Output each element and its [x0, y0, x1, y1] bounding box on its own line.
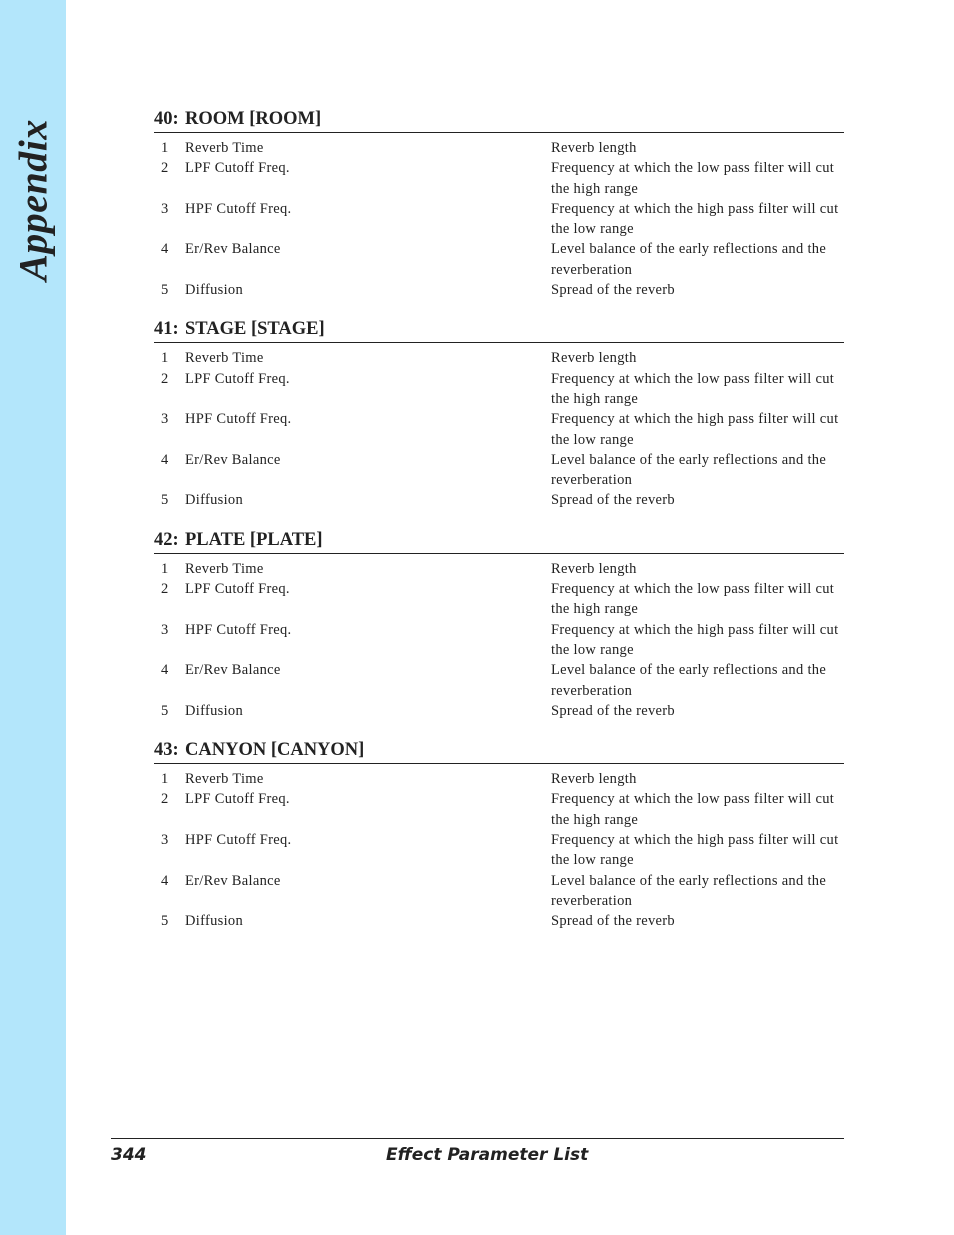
- param-row: [154, 559, 844, 579]
- param-description: Level balance of the early reflections and the reverberation: [551, 451, 827, 489]
- param-number: 3: [161, 832, 169, 849]
- param-name: Reverb Time: [185, 140, 264, 156]
- param-row: [154, 911, 844, 931]
- param-row: [154, 579, 844, 620]
- section-title: [154, 106, 844, 133]
- param-number: 4: [161, 872, 169, 889]
- section-number: 41:: [154, 319, 179, 340]
- param-number: 4: [161, 451, 169, 468]
- param-number: 1: [161, 140, 169, 156]
- param-description: Level balance of the early reflections and the reverberation: [551, 662, 827, 699]
- param-description: Reverb length: [551, 140, 637, 156]
- section-number: 43:: [154, 740, 179, 761]
- param-row: [154, 789, 844, 830]
- param-name: Diffusion: [185, 702, 244, 719]
- footer-title: Effect Parameter List: [386, 1145, 589, 1165]
- param-name: Diffusion: [185, 282, 244, 299]
- section-number: 42:: [154, 529, 179, 550]
- param-row: [154, 369, 844, 410]
- param-number: 2: [161, 791, 169, 808]
- param-name: Diffusion: [185, 492, 244, 509]
- param-row: [154, 490, 844, 510]
- section-name: PLATE [PLATE]: [185, 529, 323, 550]
- param-name: Er/Rev Balance: [185, 662, 281, 679]
- param-description: Frequency at which the low pass filter will cut the high range: [551, 581, 835, 618]
- param-description: Level balance of the early reflections and the reverberation: [551, 241, 827, 278]
- param-number: 2: [161, 581, 169, 598]
- param-number: 5: [161, 282, 169, 299]
- param-row: [154, 409, 844, 450]
- param-description: Spread of the reverb: [551, 913, 675, 930]
- param-description: Spread of the reverb: [551, 492, 675, 509]
- effect-section-canyon: [154, 737, 844, 931]
- param-name: Er/Rev Balance: [185, 451, 281, 468]
- param-description: Frequency at which the low pass filter will cut the high range: [551, 160, 835, 197]
- param-row: [154, 348, 844, 368]
- param-description: Frequency at which the high pass filter will cut the low range: [551, 621, 839, 658]
- section-name: ROOM [ROOM]: [185, 109, 322, 129]
- param-number: 1: [161, 771, 169, 788]
- param-row: [154, 701, 844, 721]
- param-name: Er/Rev Balance: [185, 241, 281, 258]
- param-name: HPF Cutoff Freq.: [185, 200, 292, 217]
- param-row: [154, 871, 844, 912]
- param-number: 3: [161, 411, 169, 428]
- param-name: LPF Cutoff Freq.: [185, 370, 290, 387]
- param-row: [154, 450, 844, 491]
- param-list: [154, 133, 844, 300]
- param-number: 1: [161, 560, 169, 577]
- param-number: 2: [161, 160, 169, 177]
- param-row: [154, 280, 844, 300]
- param-row: [154, 830, 844, 871]
- param-row: [154, 158, 844, 199]
- section-name: CANYON [CANYON]: [185, 740, 365, 761]
- param-name: Er/Rev Balance: [185, 872, 281, 889]
- param-list: [154, 554, 844, 721]
- section-title: [154, 527, 844, 554]
- param-number: 4: [161, 241, 169, 258]
- page-number: 344: [111, 1145, 147, 1165]
- param-name: LPF Cutoff Freq.: [185, 581, 290, 598]
- section-number: 40:: [154, 109, 179, 129]
- param-row: [154, 620, 844, 661]
- param-number: 5: [161, 492, 169, 509]
- sidebar-label: Appendix: [10, 119, 56, 281]
- param-name: LPF Cutoff Freq.: [185, 791, 290, 808]
- param-name: HPF Cutoff Freq.: [185, 411, 292, 428]
- param-row: [154, 239, 844, 280]
- param-name: HPF Cutoff Freq.: [185, 621, 292, 638]
- param-number: 4: [161, 662, 169, 679]
- effect-section-plate: [154, 527, 844, 721]
- param-number: 3: [161, 200, 169, 217]
- effect-parameter-content: [154, 106, 844, 948]
- param-description: Frequency at which the low pass filter will cut the high range: [551, 370, 835, 407]
- param-list: [154, 343, 844, 510]
- footer-divider: [111, 1138, 844, 1139]
- section-title: [154, 316, 844, 343]
- param-number: 1: [161, 350, 169, 367]
- param-description: Reverb length: [551, 350, 637, 367]
- param-number: 3: [161, 621, 169, 638]
- param-description: Spread of the reverb: [551, 282, 675, 299]
- param-row: [154, 660, 844, 701]
- param-description: Frequency at which the high pass filter will cut the low range: [551, 832, 839, 869]
- param-list: [154, 764, 844, 931]
- param-row: [154, 138, 844, 158]
- param-description: Frequency at which the low pass filter will cut the high range: [551, 791, 835, 828]
- section-title: [154, 737, 844, 764]
- param-name: HPF Cutoff Freq.: [185, 832, 292, 849]
- param-name: LPF Cutoff Freq.: [185, 160, 290, 177]
- param-name: Diffusion: [185, 913, 244, 930]
- param-number: 2: [161, 370, 169, 387]
- param-number: 5: [161, 913, 169, 930]
- param-description: Level balance of the early reflections and the reverberation: [551, 872, 827, 909]
- effect-section-room: [154, 106, 844, 300]
- param-name: Reverb Time: [185, 350, 264, 367]
- param-description: Reverb length: [551, 771, 637, 788]
- param-row: [154, 199, 844, 240]
- effect-section-stage: [154, 316, 844, 510]
- appendix-sidebar: [0, 0, 66, 1235]
- param-number: 5: [161, 702, 169, 719]
- param-name: Reverb Time: [185, 771, 264, 788]
- param-description: Spread of the reverb: [551, 702, 675, 719]
- param-row: [154, 769, 844, 789]
- section-name: STAGE [STAGE]: [185, 319, 325, 340]
- param-description: Reverb length: [551, 560, 637, 577]
- param-description: Frequency at which the high pass filter will cut the low range: [551, 200, 839, 238]
- param-name: Reverb Time: [185, 560, 264, 577]
- param-description: Frequency at which the high pass filter will cut the low range: [551, 411, 839, 448]
